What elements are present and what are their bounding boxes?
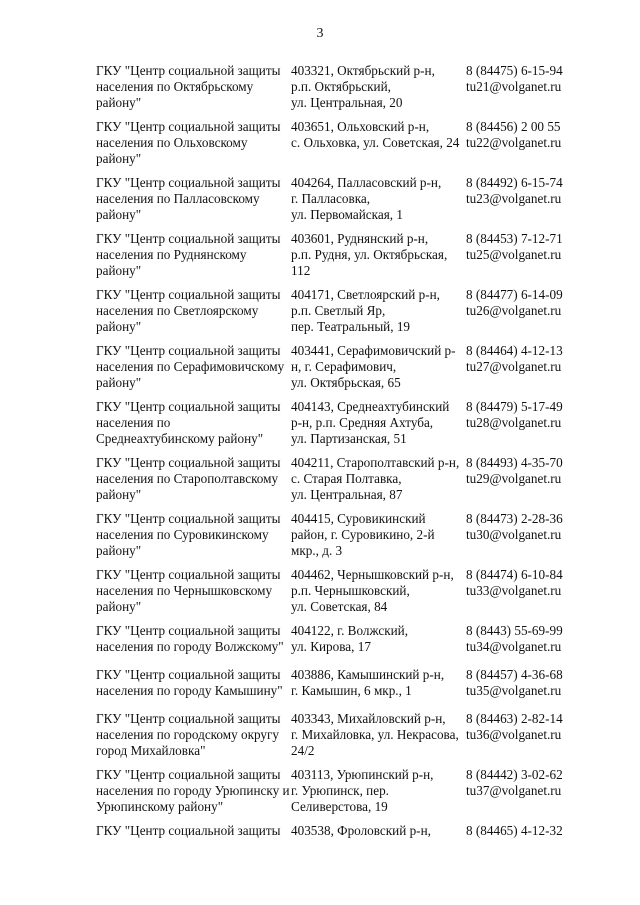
phone-number: 8 (84456) 2 00 55: [466, 119, 561, 134]
phone-number: 8 (84479) 5-17-49: [466, 399, 563, 414]
institution-address: 403441, Серафимовичский р- н, г. Серафимович, ул. Октябрьская, 65: [291, 343, 456, 391]
institution-address: 404211, Старополтавский р-н, с. Старая Полтавка, ул. Центральная, 87: [291, 455, 460, 503]
institution-contacts: [466, 511, 596, 543]
phone-number: 8 (84477) 6-14-09: [466, 287, 563, 302]
phone-number: 8 (84453) 7-12-71: [466, 231, 563, 246]
institution-address: 404462, Чернышковский р-н, р.п. Чернышковский, ул. Советская, 84: [291, 567, 454, 615]
email-address: tu36@volganet.ru: [466, 727, 562, 743]
institution-name: ГКУ "Центр социальной защиты населения по Суровикинскому району": [96, 511, 281, 559]
institution-contacts: [466, 399, 596, 431]
institution-name: ГКУ "Центр социальной защиты: [96, 823, 281, 838]
institution-name: ГКУ "Центр социальной защиты населения по Палласовскому району": [96, 175, 281, 223]
email-address: tu35@volganet.ru: [466, 683, 562, 699]
institution-name: ГКУ "Центр социальной защиты населения по Среднеахтубинскому району": [96, 399, 281, 447]
email-address: tu25@volganet.ru: [466, 247, 562, 263]
list-item: [96, 667, 596, 711]
institution-address: 404264, Палласовский р-н, г. Палласовка, ул. Первомайская, 1: [291, 175, 442, 223]
email-address: tu21@volganet.ru: [466, 79, 562, 95]
institution-name: ГКУ "Центр социальной защиты населения по Ольховскому району": [96, 119, 281, 167]
phone-number: 8 (84493) 4-35-70: [466, 455, 563, 470]
institution-name: ГКУ "Центр социальной защиты населения по Чернышковскому району": [96, 567, 281, 615]
institution-address: 403538, Фроловский р-н,: [291, 823, 431, 838]
institution-contacts: [466, 175, 596, 207]
institution-address: 403886, Камышинский р-н, г. Камышин, 6 мкр., 1: [291, 667, 445, 699]
list-item: [96, 711, 596, 767]
institution-contacts: [466, 343, 596, 375]
institution-name: ГКУ "Центр социальной защиты населения по Октябрьскому району": [96, 63, 281, 111]
institution-contacts: [466, 455, 596, 487]
institution-address: 403601, Руднянский р-н, р.п. Рудня, ул. Октябрьская, 112: [291, 231, 448, 279]
list-item: [96, 119, 596, 175]
list-item: [96, 823, 596, 867]
email-address: tu33@volganet.ru: [466, 583, 562, 599]
institution-contacts: [466, 287, 596, 319]
email-address: tu28@volganet.ru: [466, 415, 562, 431]
email-address: tu26@volganet.ru: [466, 303, 562, 319]
email-address: tu27@volganet.ru: [466, 359, 562, 375]
institution-contacts: [466, 63, 596, 95]
list-item: [96, 567, 596, 623]
phone-number: 8 (84464) 4-12-13: [466, 343, 563, 358]
institution-address: 403113, Урюпинский р-н, г. Урюпинск, пер. Селиверстова, 19: [291, 767, 434, 815]
institutions-list: [96, 63, 596, 867]
email-address: tu34@volganet.ru: [466, 639, 562, 655]
list-item: [96, 623, 596, 667]
institution-address: 404171, Светлоярский р-н, р.п. Светлый Яр, пер. Театральный, 19: [291, 287, 440, 335]
phone-number: 8 (8443) 55-69-99: [466, 623, 563, 638]
institution-address: 404415, Суровикинский район, г. Суровикино, 2-й мкр., д. 3: [291, 511, 435, 559]
email-address: tu29@volganet.ru: [466, 471, 562, 487]
list-item: [96, 767, 596, 823]
page-number: 3: [316, 26, 324, 41]
email-address: tu37@volganet.ru: [466, 783, 562, 799]
institution-contacts: [466, 231, 596, 263]
list-item: [96, 343, 596, 399]
email-address: tu22@volganet.ru: [466, 135, 562, 151]
institution-name: ГКУ "Центр социальной защиты населения по городу Камышину": [96, 667, 283, 699]
list-item: [96, 63, 596, 119]
list-item: [96, 175, 596, 231]
institution-name: ГКУ "Центр социальной защиты населения по городу Урюпинску и Урюпинскому району": [96, 767, 290, 815]
institution-name: ГКУ "Центр социальной защиты населения по Светлоярскому району": [96, 287, 281, 335]
list-item: [96, 455, 596, 511]
phone-number: 8 (84475) 6-15-94: [466, 63, 563, 78]
institution-contacts: [466, 623, 596, 655]
phone-number: 8 (84473) 2-28-36: [466, 511, 563, 526]
institution-contacts: [466, 711, 596, 743]
phone-number: 8 (84463) 2-82-14: [466, 711, 563, 726]
institution-name: ГКУ "Центр социальной защиты населения по Старополтавскому району": [96, 455, 281, 503]
institution-address: 403321, Октябрьский р-н, р.п. Октябрьский, ул. Центральная, 20: [291, 63, 435, 111]
list-item: [96, 287, 596, 343]
institution-address: 404122, г. Волжский, ул. Кирова, 17: [291, 623, 409, 655]
institution-address: 403651, Ольховский р-н, с. Ольховка, ул. Советская, 24: [291, 119, 460, 151]
institution-name: ГКУ "Центр социальной защиты населения по Руднянскому району": [96, 231, 281, 279]
phone-number: 8 (84465) 4-12-32: [466, 823, 563, 838]
institution-contacts: [466, 823, 596, 839]
list-item: [96, 399, 596, 455]
email-address: tu30@volganet.ru: [466, 527, 562, 543]
phone-number: 8 (84457) 4-36-68: [466, 667, 563, 682]
institution-contacts: [466, 119, 596, 151]
institution-address: 404143, Среднеахтубинский р-н, р.п. Средняя Ахтуба, ул. Партизанская, 51: [291, 399, 450, 447]
institution-name: ГКУ "Центр социальной защиты населения по городскому округу город Михайловка": [96, 711, 281, 759]
phone-number: 8 (84442) 3-02-62: [466, 767, 563, 782]
institution-name: ГКУ "Центр социальной защиты населения по городу Волжскому": [96, 623, 284, 655]
institution-address: 403343, Михайловский р-н, г. Михайловка, ул. Некрасова, 24/2: [291, 711, 459, 759]
phone-number: 8 (84492) 6-15-74: [466, 175, 563, 190]
list-item: [96, 231, 596, 287]
institution-contacts: [466, 767, 596, 799]
phone-number: 8 (84474) 6-10-84: [466, 567, 563, 582]
institution-contacts: [466, 667, 596, 699]
email-address: tu23@volganet.ru: [466, 191, 562, 207]
list-item: [96, 511, 596, 567]
institution-contacts: [466, 567, 596, 599]
institution-name: ГКУ "Центр социальной защиты населения по Серафимовичскому району": [96, 343, 285, 391]
